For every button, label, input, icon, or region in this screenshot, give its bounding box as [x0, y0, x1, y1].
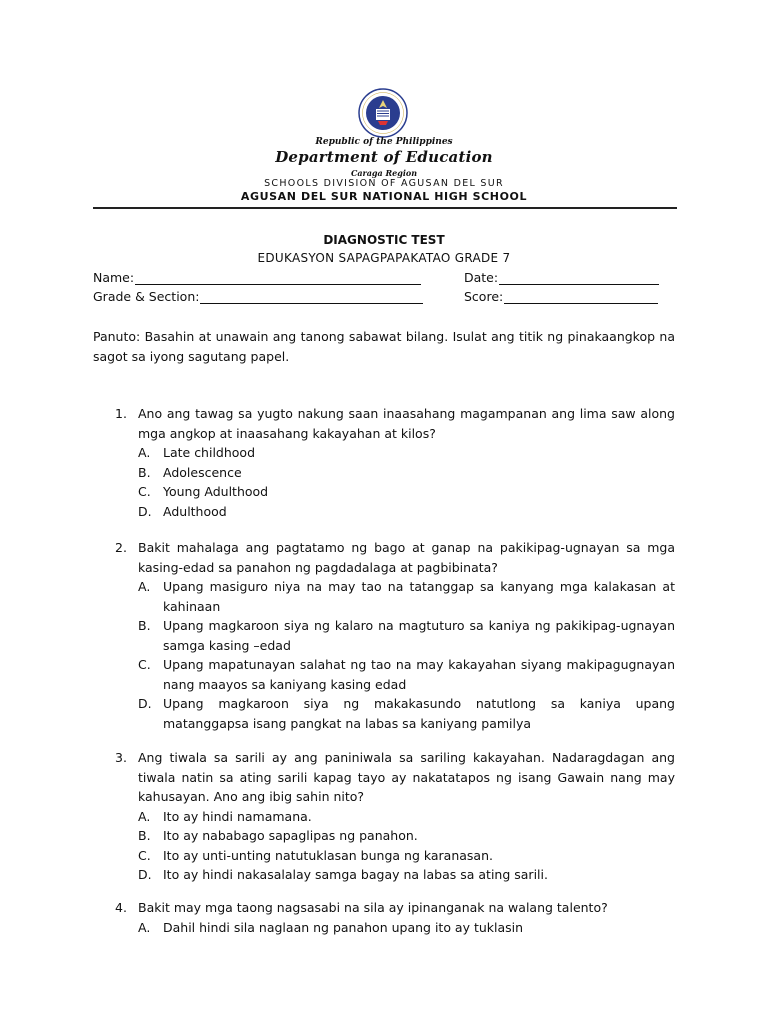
date-field[interactable]: [464, 270, 659, 285]
answer-choice: [138, 616, 675, 655]
division-name: SCHOOLS DIVISION OF AGUSAN DEL SUR: [264, 178, 504, 189]
choice-text: Adulthood: [163, 503, 227, 519]
answer-choice: [138, 865, 675, 885]
name-label: Name:: [93, 270, 135, 285]
question-number: 4.: [115, 900, 127, 915]
answer-choice: [138, 655, 675, 694]
question-text: Ang tiwala sa sarili ay ang paniniwala sa sariling kakayahan. Nadaragdagan ang tiwala natin sa ating sarili kapag tayo ay nakatatapos ng isang Gawain nang may kahusayan. Ano ang ibig sahin nito?: [138, 750, 675, 804]
answer-choice: [138, 463, 675, 483]
choice-text: Ito ay hindi namamana.: [163, 808, 312, 824]
score-field[interactable]: [464, 289, 658, 304]
test-title: DIAGNOSTIC TEST: [323, 233, 445, 247]
date-label: Date:: [464, 270, 499, 285]
choice-letter: C.: [138, 657, 151, 672]
choice-text: Late childhood: [163, 445, 256, 460]
name-field[interactable]: [93, 270, 421, 285]
answer-choice: [138, 443, 675, 463]
choice-letter: D.: [138, 696, 152, 711]
score-blank[interactable]: [504, 291, 658, 304]
choice-letter: B.: [138, 464, 151, 480]
choice-letter: A.: [138, 919, 151, 935]
answer-choice: [138, 918, 675, 938]
question-text: Bakit may mga taong nagsasabi na sila ay ipinanganak na walang talento?: [138, 900, 608, 915]
name-blank[interactable]: [135, 272, 421, 285]
question-item: [93, 404, 675, 521]
choice-letter: D.: [138, 867, 152, 882]
answer-choice: [138, 577, 675, 616]
question-item: [93, 748, 675, 885]
answer-choice: [138, 694, 675, 733]
department-name: Department of Education: [275, 148, 493, 166]
choice-text: Ito ay hindi nakasalalay samga bagay na labas sa ating sarili.: [163, 867, 548, 882]
answer-choice: [138, 826, 675, 846]
question-text: Bakit mahalaga ang pagtatamo ng bago at ganap na pakikipag-ugnayan sa mga kasing-edad sa panahon ng pagdadalaga at pagbibinata?: [138, 540, 675, 575]
choice-text: Upang mapatunayan salahat ng tao na may kakayahan siyang makipagugnayan nang maayos sa kaniyang kasing edad: [163, 657, 675, 692]
answer-choice: [138, 846, 675, 866]
question-item: [93, 898, 675, 937]
region-name: Caraga Region: [350, 168, 418, 178]
question-number: 2.: [115, 540, 127, 555]
choice-text: Young Adulthood: [163, 484, 269, 499]
grade-section-field[interactable]: [93, 289, 423, 304]
choice-letter: B.: [138, 618, 151, 633]
question-item: [93, 538, 675, 733]
choice-text: Upang magkaroon siya ng makakasundo natutlong sa kaniya upang matanggapsa isang pangkat na labas sa kaniyang pamilya: [163, 696, 675, 731]
choice-letter: C.: [138, 484, 151, 499]
answer-choice: [138, 807, 675, 827]
answer-choice: [138, 482, 675, 502]
school-name: AGUSAN DEL SUR NATIONAL HIGH SCHOOL: [240, 190, 528, 203]
grade-section-blank[interactable]: [200, 291, 423, 304]
choice-letter: A.: [138, 808, 151, 824]
choice-text: Ito ay unti-unting natutuklasan bunga ng karanasan.: [163, 847, 493, 863]
header-divider: [93, 207, 677, 209]
question-number: 1.: [115, 406, 127, 421]
choice-letter: A.: [138, 445, 151, 460]
choice-text: Dahil hindi sila naglaan ng panahon upang ito ay tuklasin: [163, 919, 524, 935]
choice-letter: B.: [138, 828, 151, 843]
republic-line: Republic of the Philippines: [315, 137, 453, 147]
choice-text: Upang magkaroon siya ng kalaro na magtuturo sa kaniya ng pakikipag-ugnayan samga kasing –edad: [163, 618, 675, 653]
question-number: 3.: [115, 750, 127, 765]
choice-text: Upang masiguro niya na may tao na tatanggap sa kanyang mga kalakasan at kahinaan: [163, 579, 675, 614]
choice-letter: C.: [138, 847, 151, 863]
score-label: Score:: [464, 289, 504, 304]
test-subject: EDUKASYON SAPAGPAPAKATAO GRADE 7: [257, 251, 511, 265]
choice-letter: A.: [138, 579, 151, 594]
choice-text: Ito ay nababago sapaglipas ng panahon.: [163, 828, 418, 843]
choice-text: Adolescence: [163, 464, 242, 480]
answer-choice: [138, 502, 675, 522]
question-text: Ano ang tawag sa yugto nakung saan inaasahang magampanan ang lima saw along mga angkop at inaasahang kakayahan at kilos?: [138, 406, 675, 441]
choice-letter: D.: [138, 503, 152, 519]
instructions: Panuto: Basahin at unawain ang tanong sabawat bilang. Isulat ang titik ng pinakaangkop na sagot sa iyong sagutang papel.: [93, 329, 675, 364]
deped-seal-icon: [358, 88, 408, 138]
date-blank[interactable]: [499, 272, 659, 285]
grade-section-label: Grade & Section:: [93, 289, 200, 304]
